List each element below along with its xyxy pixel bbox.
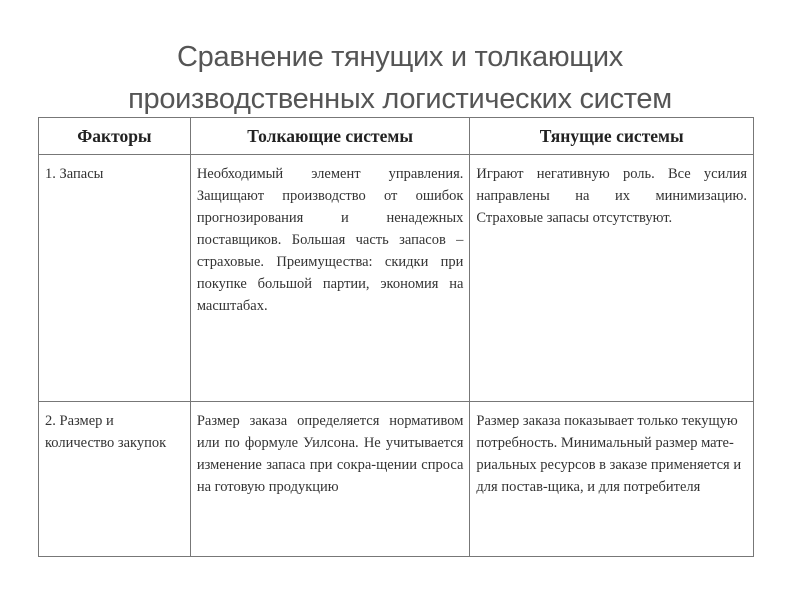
comparison-table xyxy=(38,117,754,557)
factor-cell: 2. Размер и количество закупок xyxy=(39,402,191,557)
table-header-row xyxy=(39,118,754,155)
slide-title xyxy=(0,36,800,120)
factor-cell: 1. Запасы xyxy=(39,155,191,402)
push-cell: Размер заказа определяется нормативом или по формуле Уилсона. Не учитывается изменение запаса при сокра-щении спроса на готовую продукцию xyxy=(190,402,470,557)
header-factors: Факторы xyxy=(39,118,191,155)
push-cell: Необходимый элемент управления. Защищают производство от ошибок прогнозирования и ненадежных поставщиков. Большая часть запасов – страховые. Преимущества: скидки при покупке большой партии, экономия на масштабах. xyxy=(190,155,470,402)
table-row xyxy=(39,402,754,557)
slide-title-line-1: Сравнение тянущих и толкающих xyxy=(177,41,623,73)
table-row xyxy=(39,155,754,402)
header-pull-systems: Тянущие системы xyxy=(470,118,754,155)
header-push-systems: Толкающие системы xyxy=(190,118,470,155)
pull-cell: Размер заказа показывает только текущую потребность. Минимальный размер мате-риальных ресурсов в заказе применяется и для постав-щика, и для потребителя xyxy=(470,402,754,557)
slide-title-line-2: производственных логистических систем xyxy=(128,83,672,115)
pull-cell: Играют негативную роль. Все усилия направлены на их минимизацию. Страховые запасы отсутствуют. xyxy=(470,155,754,402)
